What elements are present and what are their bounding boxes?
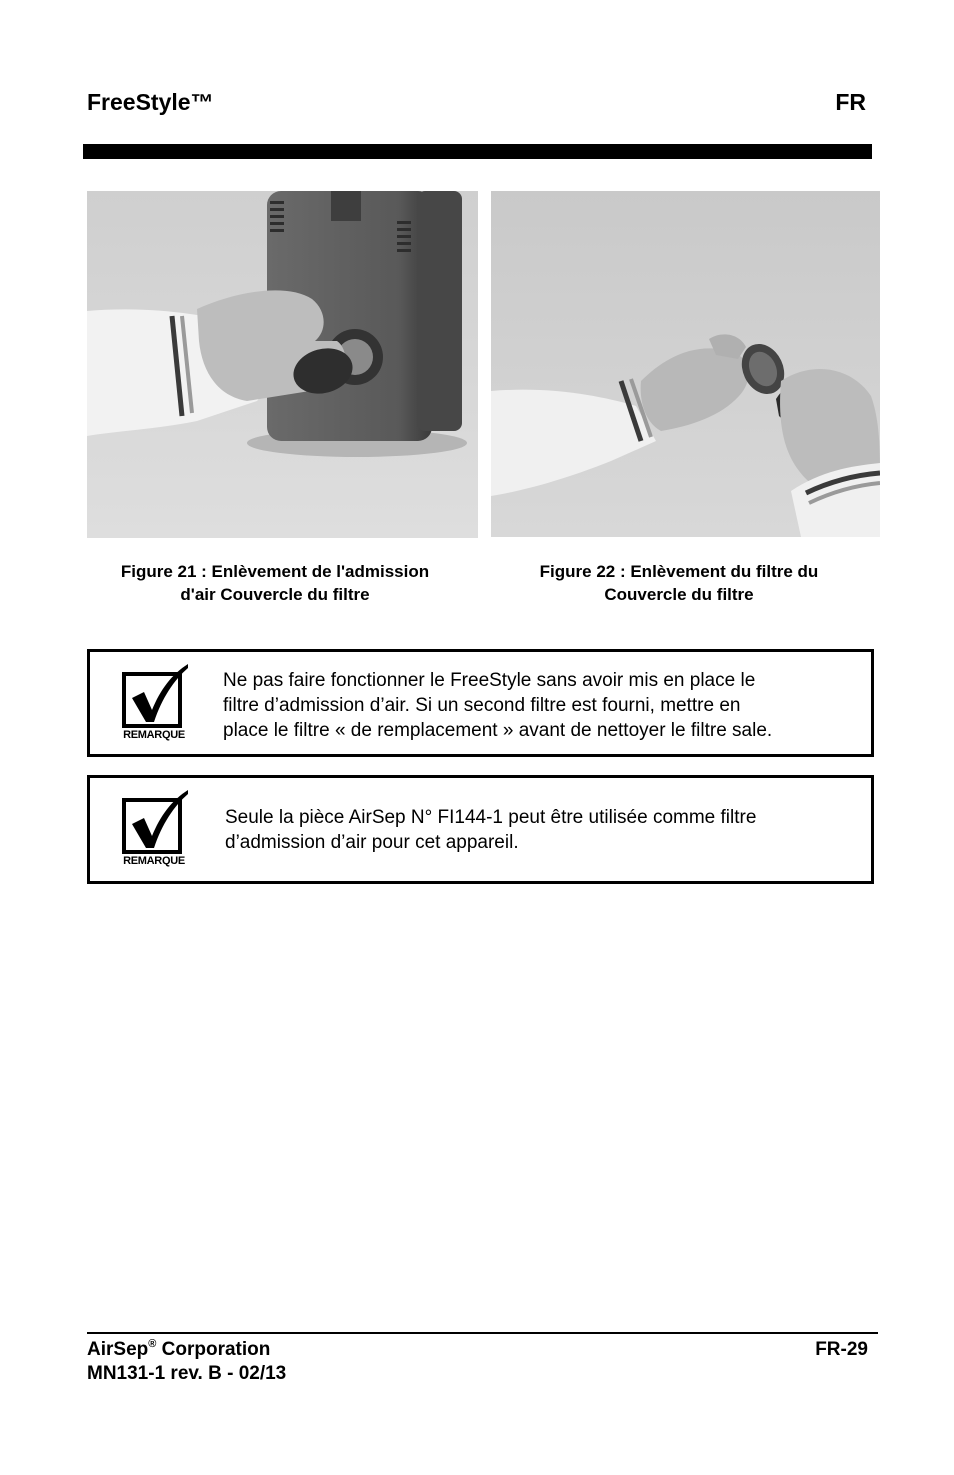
note-text: Seule la pièce AirSep N° FI144-1 peut être utilisée comme filtre d’admission d’air pour cet appareil. [225, 807, 757, 853]
doc-revision: MN131-1 rev. B - 02/13 [87, 1363, 287, 1384]
language-code: FR [835, 89, 866, 115]
header-rule [83, 144, 872, 159]
figure-21-photo [87, 191, 478, 538]
note-label: REMARQUE [123, 729, 185, 741]
note-text: Ne pas faire fonctionner le FreeStyle sans avoir mis en place le filtre d’admission d’air. Si un second filtre est fourni, mettre en place le filtre « de remplacement » avant de nettoyer le filtre sale. [223, 670, 773, 741]
figure-22-caption: Figure 22 : Enlèvement du filtre du Couvercle du filtre [539, 562, 819, 604]
page-title: FreeStyle™ [87, 89, 214, 115]
figure-22-photo [491, 191, 880, 537]
note-box [87, 775, 874, 884]
checkmark-icon [118, 662, 190, 748]
footer-rule [87, 1332, 878, 1334]
checkmark-icon [118, 788, 190, 874]
page-number: FR-29 [815, 1339, 868, 1360]
figure-21-caption: Figure 21 : Enlèvement de l'admission d'air Couvercle du filtre [120, 562, 430, 604]
footer-company: AirSep® Corporation MN131-1 rev. B - 02/13 [87, 1338, 287, 1384]
note-label: REMARQUE [123, 855, 185, 867]
note-box [87, 649, 874, 757]
